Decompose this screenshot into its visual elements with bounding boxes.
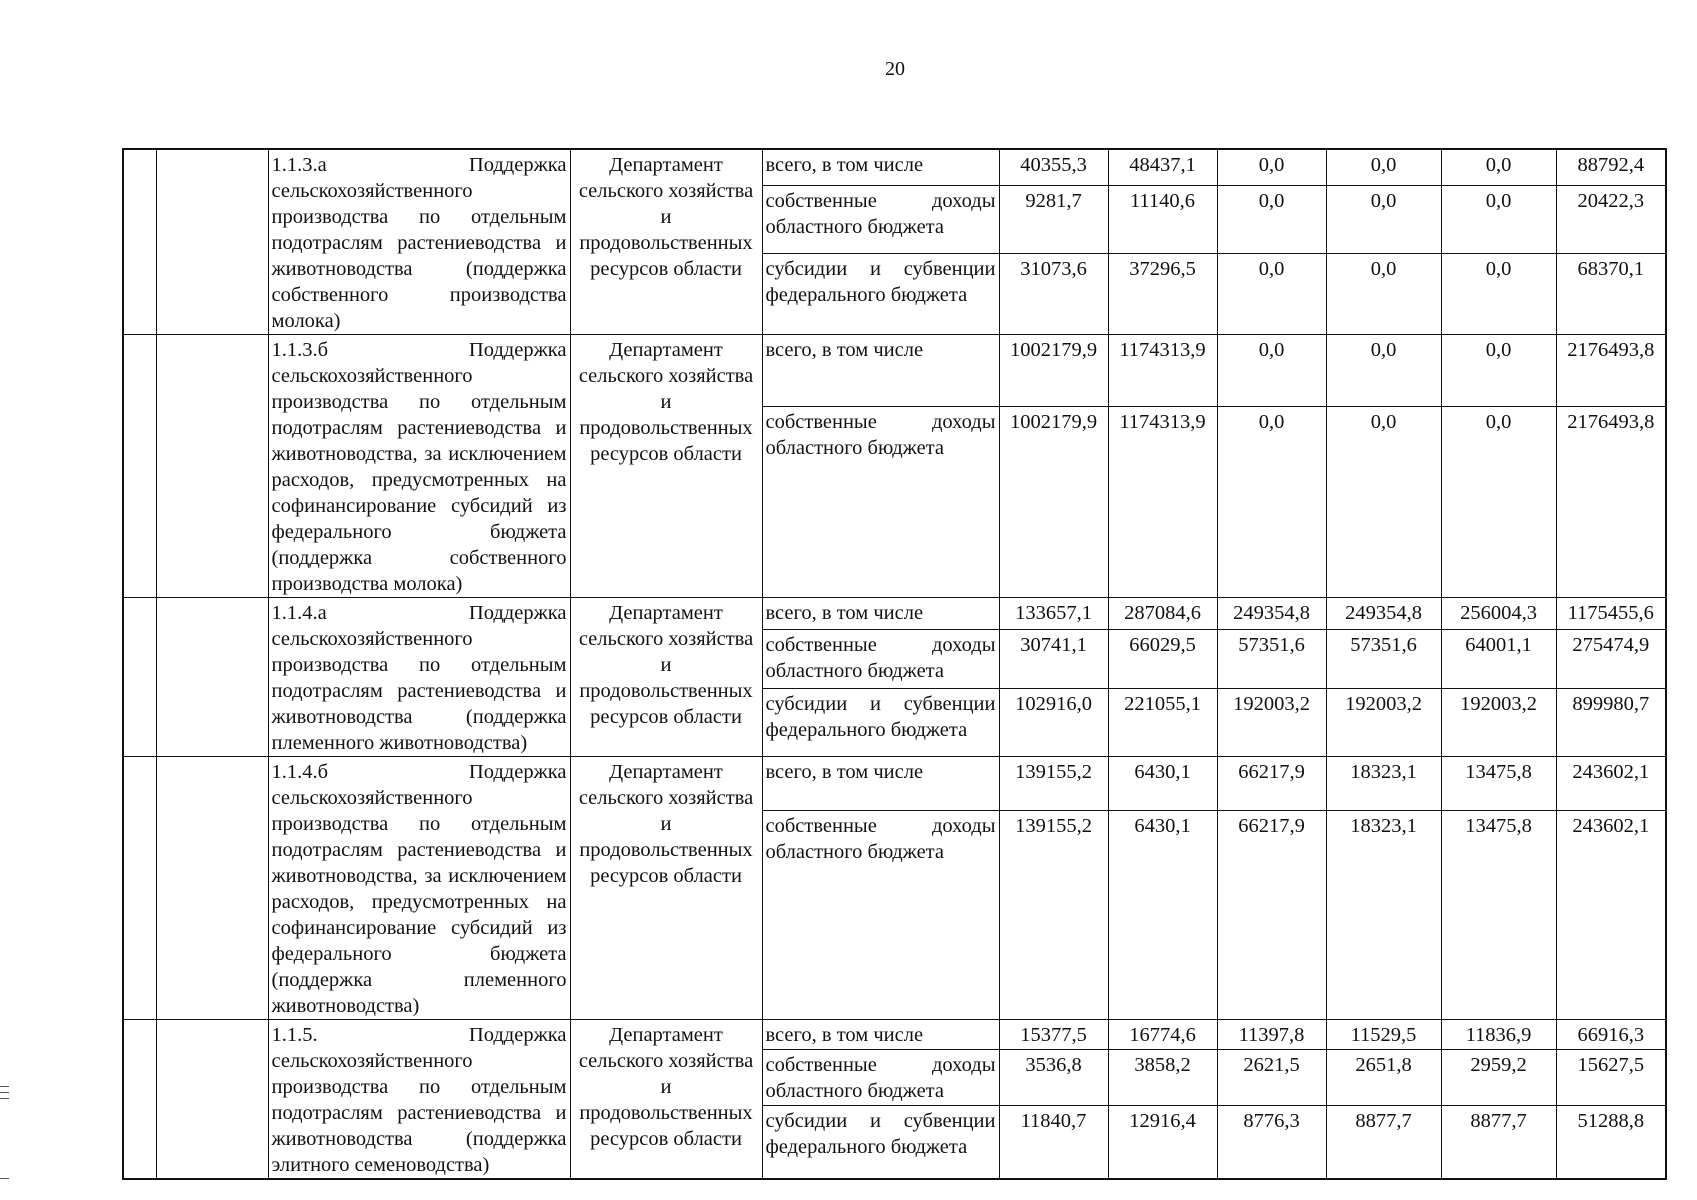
value-cell: 0,0 xyxy=(1441,406,1556,597)
executor: Департамент сельского хозяйства и продовольственных ресурсов области xyxy=(570,598,762,757)
funding-source-label: всего, в том числе xyxy=(765,602,924,624)
value-cell: 8877,7 xyxy=(1326,1105,1441,1179)
value-cell: 40355,3 xyxy=(999,149,1108,186)
value-total: 51288,8 xyxy=(1556,1105,1666,1179)
value-cell: 15377,5 xyxy=(999,1020,1108,1050)
funding-source-label-cont: областного бюджета xyxy=(765,1079,944,1102)
value-cell: 287084,6 xyxy=(1108,598,1217,630)
empty-cell xyxy=(123,757,156,1020)
funding-source-label: субсидии и субвенции xyxy=(765,692,996,715)
value-cell: 0,0 xyxy=(1217,253,1326,334)
funding-source-label: субсидии и субвенции xyxy=(765,257,996,280)
funding-source-label-cont: областного бюджета xyxy=(765,436,944,459)
value-cell: 0,0 xyxy=(1326,149,1441,186)
funding-source xyxy=(762,757,999,811)
executor: Департамент сельского хозяйства и продовольственных ресурсов области xyxy=(570,757,762,1020)
value-cell: 48437,1 xyxy=(1108,149,1217,186)
value-cell: 9281,7 xyxy=(999,186,1108,254)
funding-source xyxy=(762,630,999,689)
value-cell: 6430,1 xyxy=(1108,810,1217,1019)
budget-table xyxy=(122,148,1667,1180)
value-cell: 66217,9 xyxy=(1217,810,1326,1019)
value-cell: 37296,5 xyxy=(1108,253,1217,334)
empty-cell xyxy=(156,1020,268,1180)
value-cell: 3536,8 xyxy=(999,1049,1108,1105)
value-cell: 66217,9 xyxy=(1217,757,1326,811)
measure-name: 1.1.3.а Поддержка сельскохозяйственного производства по отдельным подотраслям растениеводства и животноводства (поддержка собственного производства молока) xyxy=(268,149,570,335)
margin-mark xyxy=(0,1098,9,1099)
funding-source xyxy=(762,253,999,334)
value-cell: 2959,2 xyxy=(1441,1049,1556,1105)
value-cell: 18323,1 xyxy=(1326,810,1441,1019)
value-total: 15627,5 xyxy=(1556,1049,1666,1105)
value-cell: 133657,1 xyxy=(999,598,1108,630)
empty-cell xyxy=(156,757,268,1020)
funding-source xyxy=(762,810,999,1019)
funding-source-label: всего, в том числе xyxy=(765,761,924,783)
value-cell: 2651,8 xyxy=(1326,1049,1441,1105)
value-cell: 16774,6 xyxy=(1108,1020,1217,1050)
value-cell: 102916,0 xyxy=(999,688,1108,756)
value-total: 66916,3 xyxy=(1556,1020,1666,1050)
value-total: 2176493,8 xyxy=(1556,406,1666,597)
margin-mark xyxy=(0,1178,9,1179)
value-total: 1175455,6 xyxy=(1556,598,1666,630)
funding-source-label: собственные доходы xyxy=(765,1053,996,1076)
funding-source xyxy=(762,1105,999,1179)
value-cell: 139155,2 xyxy=(999,757,1108,811)
table-row xyxy=(123,1020,1666,1050)
funding-source xyxy=(762,149,999,186)
value-cell: 1174313,9 xyxy=(1108,406,1217,597)
value-cell: 0,0 xyxy=(1326,186,1441,254)
funding-source-label-cont: федерального бюджета xyxy=(765,1135,968,1158)
value-cell: 2621,5 xyxy=(1217,1049,1326,1105)
value-cell: 192003,2 xyxy=(1217,688,1326,756)
value-total: 88792,4 xyxy=(1556,149,1666,186)
measure-name: 1.1.4.а Поддержка сельскохозяйственного производства по отдельным подотраслям растениеводства и животноводства (поддержка племенного животноводства) xyxy=(268,598,570,757)
value-cell: 64001,1 xyxy=(1441,630,1556,689)
table-row xyxy=(123,598,1666,630)
table-row xyxy=(123,149,1666,186)
value-cell: 0,0 xyxy=(1217,149,1326,186)
value-cell: 1002179,9 xyxy=(999,335,1108,407)
value-cell: 57351,6 xyxy=(1326,630,1441,689)
funding-source-label: собственные доходы xyxy=(765,410,996,433)
value-cell: 192003,2 xyxy=(1441,688,1556,756)
executor: Департамент сельского хозяйства и продовольственных ресурсов области xyxy=(570,1020,762,1180)
value-cell: 12916,4 xyxy=(1108,1105,1217,1179)
value-cell: 256004,3 xyxy=(1441,598,1556,630)
value-cell: 11140,6 xyxy=(1108,186,1217,254)
value-cell: 0,0 xyxy=(1326,406,1441,597)
funding-source xyxy=(762,688,999,756)
table-row xyxy=(123,757,1666,811)
value-cell: 11529,5 xyxy=(1326,1020,1441,1050)
value-cell: 31073,6 xyxy=(999,253,1108,334)
margin-mark xyxy=(0,1092,9,1093)
value-total: 2176493,8 xyxy=(1556,335,1666,407)
funding-source-label: собственные доходы xyxy=(765,634,996,656)
value-total: 20422,3 xyxy=(1556,186,1666,254)
funding-source-label-cont: областного бюджета xyxy=(765,216,944,239)
funding-source-label-cont: областного бюджета xyxy=(765,660,944,682)
empty-cell xyxy=(123,1020,156,1180)
table-row xyxy=(123,335,1666,407)
value-cell: 0,0 xyxy=(1441,335,1556,407)
executor: Департамент сельского хозяйства и продовольственных ресурсов области xyxy=(570,335,762,598)
funding-source-label: собственные доходы xyxy=(765,814,996,837)
value-cell: 11397,8 xyxy=(1217,1020,1326,1050)
empty-cell xyxy=(123,598,156,757)
page-number: 20 xyxy=(885,58,905,80)
value-cell: 11840,7 xyxy=(999,1105,1108,1179)
value-total: 899980,7 xyxy=(1556,688,1666,756)
measure-name: 1.1.4.б Поддержка сельскохозяйственного производства по отдельным подотраслям растениеводства и животноводства, за исключением расходов, предусмотренных на софинансирование субсидий из федерального бюджета (поддержка племенного животноводства) xyxy=(268,757,570,1020)
value-cell: 249354,8 xyxy=(1326,598,1441,630)
funding-source xyxy=(762,598,999,630)
margin-mark xyxy=(0,1086,9,1087)
funding-source-label-cont: федерального бюджета xyxy=(765,283,968,306)
value-cell: 0,0 xyxy=(1441,253,1556,334)
value-total: 275474,9 xyxy=(1556,630,1666,689)
value-cell: 1174313,9 xyxy=(1108,335,1217,407)
value-total: 68370,1 xyxy=(1556,253,1666,334)
funding-source xyxy=(762,186,999,254)
value-cell: 8776,3 xyxy=(1217,1105,1326,1179)
value-cell: 8877,7 xyxy=(1441,1105,1556,1179)
funding-source xyxy=(762,406,999,597)
value-cell: 221055,1 xyxy=(1108,688,1217,756)
empty-cell xyxy=(123,335,156,598)
value-cell: 1002179,9 xyxy=(999,406,1108,597)
value-cell: 13475,8 xyxy=(1441,810,1556,1019)
value-cell: 3858,2 xyxy=(1108,1049,1217,1105)
measure-name: 1.1.5. Поддержка сельскохозяйственного производства по отдельным подотраслям растениеводства и животноводства (поддержка элитного семеноводства) xyxy=(268,1020,570,1180)
funding-source-label-cont: областного бюджета xyxy=(765,840,944,863)
value-total: 243602,1 xyxy=(1556,810,1666,1019)
empty-cell xyxy=(156,598,268,757)
funding-source xyxy=(762,1020,999,1050)
executor: Департамент сельского хозяйства и продовольственных ресурсов области xyxy=(570,149,762,335)
empty-cell xyxy=(156,149,268,335)
value-cell: 57351,6 xyxy=(1217,630,1326,689)
value-cell: 0,0 xyxy=(1326,253,1441,334)
value-cell: 0,0 xyxy=(1217,186,1326,254)
empty-cell xyxy=(156,335,268,598)
value-cell: 0,0 xyxy=(1326,335,1441,407)
value-cell: 18323,1 xyxy=(1326,757,1441,811)
funding-source-label: субсидии и субвенции xyxy=(765,1109,996,1132)
funding-source-label-cont: федерального бюджета xyxy=(765,718,968,741)
value-cell: 249354,8 xyxy=(1217,598,1326,630)
value-cell: 139155,2 xyxy=(999,810,1108,1019)
value-cell: 0,0 xyxy=(1217,406,1326,597)
value-cell: 0,0 xyxy=(1441,149,1556,186)
funding-source-label: собственные доходы xyxy=(765,190,996,213)
measure-name: 1.1.3.б Поддержка сельскохозяйственного производства по отдельным подотраслям растениеводства и животноводства, за исключением расходов, предусмотренных на софинансирование субсидий из федерального бюджета (поддержка собственного производства молока) xyxy=(268,335,570,598)
value-cell: 11836,9 xyxy=(1441,1020,1556,1050)
empty-cell xyxy=(123,149,156,335)
value-cell: 30741,1 xyxy=(999,630,1108,689)
value-cell: 192003,2 xyxy=(1326,688,1441,756)
value-cell: 6430,1 xyxy=(1108,757,1217,811)
value-cell: 0,0 xyxy=(1217,335,1326,407)
funding-source-label: всего, в том числе xyxy=(765,339,924,361)
value-total: 243602,1 xyxy=(1556,757,1666,811)
value-cell: 13475,8 xyxy=(1441,757,1556,811)
funding-source-label: всего, в том числе xyxy=(765,1024,924,1046)
value-cell: 0,0 xyxy=(1441,186,1556,254)
value-cell: 66029,5 xyxy=(1108,630,1217,689)
funding-source xyxy=(762,335,999,407)
funding-source xyxy=(762,1049,999,1105)
funding-source-label: всего, в том числе xyxy=(765,154,924,176)
